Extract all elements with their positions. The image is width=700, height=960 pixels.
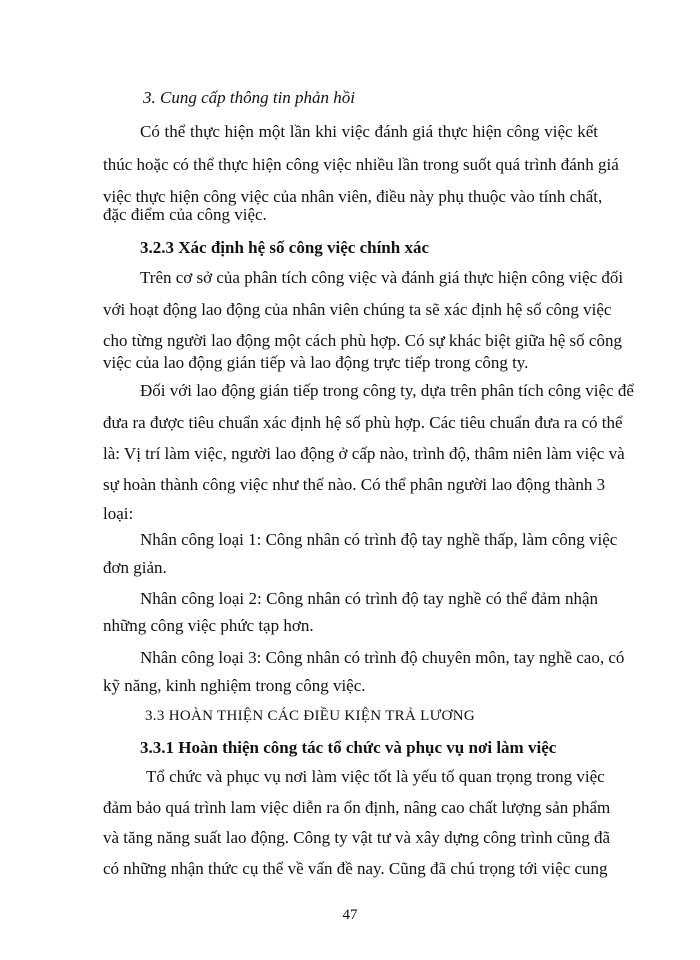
- section-heading-feedback: 3. Cung cấp thông tin phản hồi: [143, 88, 356, 107]
- labor-type-1-line: đơn giản.: [103, 558, 167, 577]
- labor-type-2-line: Nhân công loại 2: Công nhân có trình độ tay nghề có thể đảm nhận: [140, 589, 598, 608]
- paragraph-line: sự hoàn thành công việc như thế nào. Có thể phân người lao động thành 3: [103, 475, 606, 494]
- paragraph-line: thúc hoặc có thể thực hiện công việc nhiều lần trong suốt quá trình đánh giá: [103, 155, 619, 174]
- paragraph-line: việc thực hiện công việc của nhân viên, điều này phụ thuộc vào tính chất,: [103, 187, 603, 206]
- section-heading-331: 3.3.1 Hoàn thiện công tác tổ chức và phục vụ nơi làm việc: [140, 738, 557, 757]
- labor-type-3-line: kỹ năng, kinh nghiệm trong công việc.: [103, 676, 366, 695]
- paragraph-line: là: Vị trí làm việc, người lao động ở cấp nào, trình độ, thâm niên làm việc và: [103, 444, 625, 463]
- paragraph-line: đưa ra được tiêu chuẩn xác định hệ số phù hợp. Các tiêu chuẩn đưa ra có thể: [103, 413, 623, 432]
- page-number: 47: [342, 907, 358, 923]
- paragraph-line: Đối với lao động gián tiếp trong công ty, dựa trên phân tích công việc để: [140, 381, 634, 400]
- paragraph-line: Trên cơ sở của phân tích công việc và đánh giá thực hiện công việc đối: [140, 268, 624, 287]
- paragraph-line: cho từng người lao động một cách phù hợp. Có sự khác biệt giữa hệ số công: [103, 331, 622, 350]
- paragraph-line: Có thể thực hiện một lần khi việc đánh giá thực hiện công việc kết: [140, 122, 598, 141]
- labor-type-3-line: Nhân công loại 3: Công nhân có trình độ chuyên môn, tay nghề cao, có: [140, 648, 625, 667]
- section-heading-323: 3.2.3 Xác định hệ số công việc chính xác: [140, 238, 430, 257]
- paragraph-line: việc của lao động gián tiếp và lao động trực tiếp trong công ty.: [103, 353, 529, 372]
- paragraph-line: loại:: [103, 504, 134, 523]
- paragraph-line: và tăng năng suất lao động. Công ty vật tư và xây dựng công trình cũng đã: [103, 828, 611, 847]
- paragraph-line: đặc điểm của công việc.: [103, 205, 267, 224]
- paragraph-line: đảm bảo quá trình lam việc diễn ra ổn định, nâng cao chất lượng sản phẩm: [103, 798, 611, 817]
- section-heading-33: 3.3 HOÀN THIỆN CÁC ĐIỀU KIỆN TRẢ LƯƠNG: [145, 708, 475, 724]
- paragraph-line: có những nhận thức cụ thể về vấn đề nay. Cũng đã chú trọng tới việc cung: [103, 859, 608, 878]
- labor-type-2-line: những công việc phức tạp hơn.: [103, 616, 314, 635]
- paragraph-line: Tổ chức và phục vụ nơi làm việc tốt là yếu tố quan trọng trong việc: [146, 767, 605, 786]
- paragraph-line: với hoạt động lao động của nhân viên chúng ta sẽ xác định hệ số công việc: [103, 300, 612, 319]
- labor-type-1-line: Nhân công loại 1: Công nhân có trình độ tay nghề thấp, làm công việc: [140, 530, 618, 549]
